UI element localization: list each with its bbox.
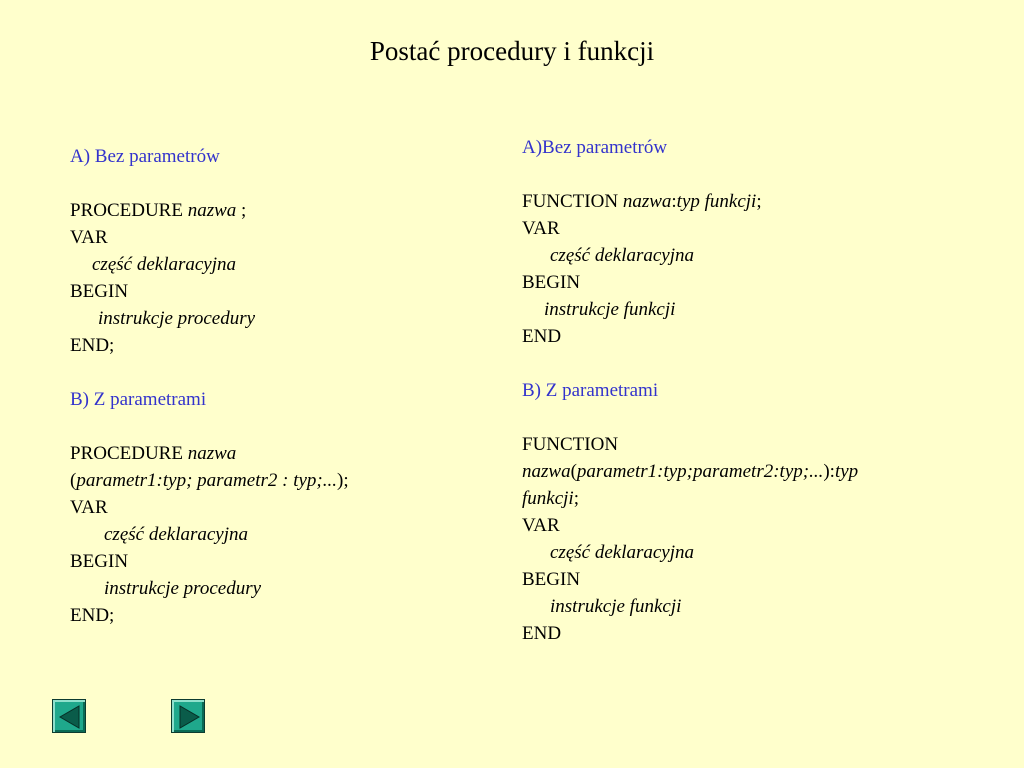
procedure-name: nazwa xyxy=(187,200,237,221)
triangle-right-icon xyxy=(172,700,206,734)
function-keyword: FUNCTION xyxy=(522,191,623,212)
var-keyword: VAR xyxy=(522,218,560,239)
procedure-column xyxy=(70,143,349,629)
procedure-body: instrukcje procedury xyxy=(98,308,256,329)
end-keyword: END xyxy=(522,326,562,347)
next-slide-button[interactable] xyxy=(171,699,205,733)
function-body: instrukcje funkcji xyxy=(544,299,676,320)
procedure-params: parametr1:typ; parametr2 : typ;... xyxy=(76,470,338,491)
var-keyword: VAR xyxy=(70,497,108,518)
function-type-line xyxy=(522,485,858,512)
function-semicolon: ; xyxy=(573,488,579,509)
function-colon: : xyxy=(671,191,677,212)
open-paren: ( xyxy=(570,461,577,482)
procedure-params-line xyxy=(70,467,349,494)
close-paren-colon: ): xyxy=(823,461,835,482)
end-keyword: END xyxy=(522,623,562,644)
previous-slide-button[interactable] xyxy=(52,699,86,733)
function-header-line xyxy=(522,188,858,215)
end-keyword: END; xyxy=(70,605,115,626)
begin-keyword: BEGIN xyxy=(70,551,129,572)
procedure-keyword: PROCEDURE xyxy=(70,200,188,221)
function-semicolon: ; xyxy=(756,191,762,212)
procedure-heading-with-params: B) Z parametrami xyxy=(70,389,207,410)
declaration-part: część deklaracyjna xyxy=(550,542,695,563)
function-body: instrukcje funkcji xyxy=(550,596,682,617)
slide-title: Postać procedury i funkcji xyxy=(369,36,655,66)
declaration-part: część deklaracyjna xyxy=(104,524,249,545)
function-name: nazwa xyxy=(522,461,571,482)
function-type: typ funkcji xyxy=(676,191,757,212)
procedure-heading-no-params: A) Bez parametrów xyxy=(70,146,220,167)
procedure-header-line-params xyxy=(70,440,349,467)
function-params: parametr1:typ;parametr2:typ;... xyxy=(576,461,824,482)
begin-keyword: BEGIN xyxy=(522,569,581,590)
declaration-part: część deklaracyjna xyxy=(550,245,695,266)
procedure-name: nazwa xyxy=(187,443,237,464)
procedure-body: instrukcje procedury xyxy=(104,578,262,599)
end-keyword: END; xyxy=(70,335,115,356)
close-paren-semicolon: ); xyxy=(337,470,349,491)
procedure-header-line xyxy=(70,197,349,224)
var-keyword: VAR xyxy=(70,227,108,248)
var-keyword: VAR xyxy=(522,515,560,536)
open-paren: ( xyxy=(70,470,77,491)
function-column xyxy=(522,134,858,647)
function-name: nazwa xyxy=(622,191,672,212)
function-heading-with-params: B) Z parametrami xyxy=(522,380,659,401)
function-type-start: typ xyxy=(834,461,859,482)
function-heading-no-params: A)Bez parametrów xyxy=(522,137,668,158)
procedure-keyword: PROCEDURE xyxy=(70,443,188,464)
function-signature-line xyxy=(522,458,858,485)
declaration-part: część deklaracyjna xyxy=(92,254,237,275)
triangle-left-icon xyxy=(53,700,87,734)
function-type-end: funkcji xyxy=(522,488,574,509)
procedure-semicolon: ; xyxy=(236,200,247,221)
begin-keyword: BEGIN xyxy=(522,272,581,293)
begin-keyword: BEGIN xyxy=(70,281,129,302)
function-keyword: FUNCTION xyxy=(522,434,619,455)
